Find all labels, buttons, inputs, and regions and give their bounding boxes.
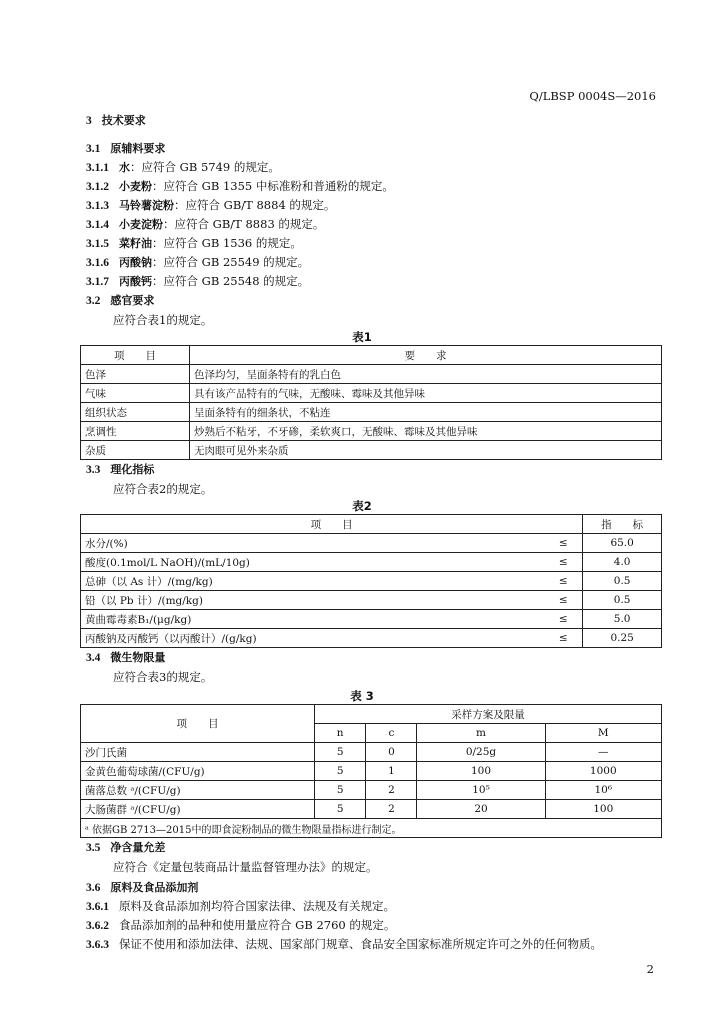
table-row	[81, 384, 662, 403]
table-cell: 5.0	[583, 610, 662, 629]
table-cell: 组织状态	[81, 403, 190, 422]
table-cell: 气味	[81, 384, 190, 403]
item-text: ：应符合 GB 25549 的规定。	[152, 255, 310, 269]
table-cell: 铅（以 Pb 计）/(mg/kg)	[81, 591, 545, 610]
table-row	[81, 553, 662, 572]
table-caption: 表 3	[350, 689, 374, 703]
list-item	[86, 255, 309, 270]
section-title: 原辅料要求	[110, 142, 166, 155]
physicochemical-table	[80, 514, 662, 648]
item-text: ：应符合 GB 25548 的规定。	[152, 274, 310, 288]
table-cell: 沙门氏菌	[81, 743, 315, 762]
page-number: 2	[646, 962, 654, 976]
table-cell: 1000	[545, 762, 661, 781]
table-cell: 100	[417, 762, 545, 781]
table-cell: 酸度(0.1mol/L NaOH)/(mL/10g)	[81, 553, 545, 572]
table-cell: 2	[366, 781, 417, 800]
item-number: 3.1.1	[86, 162, 109, 174]
item-name: 丙酸钙	[119, 275, 152, 288]
list-item	[86, 236, 302, 251]
item-number: 3.1.7	[86, 276, 109, 288]
table-cell: 黄曲霉毒素B₁/(μg/kg)	[81, 610, 545, 629]
table-cell: ≤	[544, 591, 583, 610]
table-caption: 表2	[352, 499, 372, 513]
table-footnote: ᵃ 依据GB 2713—2015中的即食淀粉制品的微生物限量指标进行制定。	[81, 819, 662, 838]
table-header-cell: 项 目	[81, 515, 583, 534]
table-row	[81, 403, 662, 422]
section-3-5-heading	[86, 840, 165, 855]
item-number: 3.6.1	[86, 901, 109, 913]
table-cell: 0.5	[583, 572, 662, 591]
table-cell: 丙酸钠及丙酸钙（以丙酸计）/(g/kg)	[81, 629, 545, 648]
paragraph: 应符合表2的规定。	[113, 482, 213, 496]
table-cell: 10⁵	[417, 781, 545, 800]
microbiological-table	[80, 704, 662, 838]
table-cell: 100	[545, 800, 661, 819]
table-row	[81, 762, 662, 781]
item-number: 3.6.3	[86, 939, 109, 951]
table-header-row	[81, 346, 662, 365]
item-name: 小麦淀粉	[119, 218, 163, 231]
table-row	[81, 572, 662, 591]
table-cell: 具有该产品特有的气味，无酸味、霉味及其他异味	[190, 384, 662, 403]
table-cell: 总砷（以 As 计）/(mg/kg)	[81, 572, 545, 591]
table-cell: —	[545, 743, 661, 762]
item-name: 马铃薯淀粉	[119, 199, 174, 212]
table-header-cell: 要 求	[190, 346, 662, 365]
table-cell: 5	[315, 762, 366, 781]
table-cell: 无肉眼可见外来杂质	[190, 441, 662, 460]
list-item	[86, 217, 324, 232]
item-text: ：应符合 GB 1536 的规定。	[152, 236, 302, 250]
item-number: 3.1.2	[86, 181, 109, 193]
section-3-2-heading	[86, 293, 154, 308]
table-cell: 呈面条特有的细条状，不粘连	[190, 403, 662, 422]
item-text: ：应符合 GB 5749 的规定。	[130, 160, 280, 174]
table-cell: ≤	[544, 572, 583, 591]
table-row	[81, 441, 662, 460]
list-item	[86, 918, 395, 933]
table-row	[81, 534, 662, 553]
item-name: 小麦粉	[119, 180, 152, 193]
item-text: 保证不使用和添加法律、法规、国家部门规章、食品安全国家标准所规定许可之外的任何物质。	[119, 937, 602, 951]
item-name: 菜籽油	[119, 237, 152, 250]
section-3-1-heading	[86, 141, 165, 156]
table-row	[81, 800, 662, 819]
list-item	[86, 198, 335, 213]
table-cell: 1	[366, 762, 417, 781]
table-footnote-row	[81, 819, 662, 838]
table-cell: 色泽均匀，呈面条特有的乳白色	[190, 365, 662, 384]
table-header-cell: 指 标	[583, 515, 662, 534]
table-header-cell: M	[545, 724, 661, 743]
table-cell: 10⁶	[545, 781, 661, 800]
item-number: 3.1.3	[86, 200, 109, 212]
table-cell: 20	[417, 800, 545, 819]
section-title: 技术要求	[101, 114, 146, 127]
table-row	[81, 743, 662, 762]
table-cell: 0	[366, 743, 417, 762]
table-row	[81, 591, 662, 610]
section-3-heading	[86, 113, 146, 128]
paragraph: 应符合《定量包装商品计量监督管理办法》的规定。	[113, 860, 378, 874]
table-cell: 5	[315, 743, 366, 762]
list-item	[86, 160, 280, 175]
document-code: Q/LBSP 0004S—2016	[529, 89, 656, 103]
table-cell: 65.0	[583, 534, 662, 553]
section-title: 净含量允差	[110, 841, 166, 854]
table-cell: 0.25	[583, 629, 662, 648]
sensory-table	[80, 345, 662, 460]
table-cell: ≤	[544, 534, 583, 553]
table-cell: ≤	[544, 553, 583, 572]
table-cell: 2	[366, 800, 417, 819]
table-cell: 大肠菌群 ᵃ/(CFU/g)	[81, 800, 315, 819]
item-text: 食品添加剂的品种和使用量应符合 GB 2760 的规定。	[119, 918, 396, 932]
table-row	[81, 781, 662, 800]
table-row	[81, 365, 662, 384]
item-number: 3.1.6	[86, 257, 109, 269]
section-number: 3.5	[86, 842, 101, 854]
table-header-cell: 采样方案及限量	[315, 705, 662, 724]
section-title: 微生物限量	[110, 651, 166, 664]
table-header-cell: c	[366, 724, 417, 743]
section-number: 3.3	[86, 464, 101, 476]
section-title: 感官要求	[110, 294, 155, 307]
table-header-cell: 项 目	[81, 346, 190, 365]
item-text: ：应符合 GB/T 8884 的规定。	[174, 198, 336, 212]
table-row	[81, 629, 662, 648]
table-cell: 烹调性	[81, 422, 190, 441]
section-number: 3.1	[86, 143, 101, 155]
table-cell: 4.0	[583, 553, 662, 572]
table-header-row	[81, 515, 662, 534]
table-cell: ≤	[544, 629, 583, 648]
table-cell: 5	[315, 781, 366, 800]
table-cell: 0/25g	[417, 743, 545, 762]
table-row	[81, 610, 662, 629]
table-header-cell: n	[315, 724, 366, 743]
table-cell: 水分/(%)	[81, 534, 545, 553]
section-number: 3.4	[86, 652, 101, 664]
paragraph: 应符合表1的规定。	[113, 313, 213, 327]
table-cell: 炒熟后不粘牙，不牙碜，柔软爽口，无酸味、霉味及其他异味	[190, 422, 662, 441]
item-number: 3.6.2	[86, 920, 109, 932]
table-header-cell: m	[417, 724, 545, 743]
table-cell: ≤	[544, 610, 583, 629]
table-cell: 菌落总数 ᵃ/(CFU/g)	[81, 781, 315, 800]
table-row	[81, 422, 662, 441]
table-cell: 金黄色葡萄球菌/(CFU/g)	[81, 762, 315, 781]
list-item	[86, 179, 394, 194]
section-title: 原料及食品添加剂	[110, 881, 199, 894]
section-3-4-heading	[86, 650, 165, 665]
table-cell: 色泽	[81, 365, 190, 384]
item-text: 原料及食品添加剂均符合国家法律、法规及有关规定。	[119, 899, 395, 913]
table-cell: 杂质	[81, 441, 190, 460]
item-text: ：应符合 GB/T 8883 的规定。	[163, 217, 325, 231]
list-item	[86, 274, 309, 289]
table-cell: 0.5	[583, 591, 662, 610]
table-header-cell: 项 目	[81, 705, 315, 743]
item-number: 3.1.5	[86, 238, 109, 250]
table-caption: 表1	[352, 330, 372, 344]
list-item	[86, 899, 395, 914]
section-3-6-heading	[86, 880, 198, 895]
paragraph: 应符合表3的规定。	[113, 670, 213, 684]
item-name: 丙酸钠	[119, 256, 152, 269]
list-item	[86, 937, 602, 952]
section-number: 3.2	[86, 295, 101, 307]
table-cell: 5	[315, 800, 366, 819]
item-text: ：应符合 GB 1355 中标准粉和普通粉的规定。	[152, 179, 394, 193]
table-header-row	[81, 705, 662, 724]
section-number: 3.6	[86, 882, 101, 894]
section-title: 理化指标	[110, 463, 155, 476]
item-name: 水	[119, 161, 130, 174]
section-3-3-heading	[86, 462, 154, 477]
section-number: 3	[86, 115, 92, 127]
item-number: 3.1.4	[86, 219, 109, 231]
